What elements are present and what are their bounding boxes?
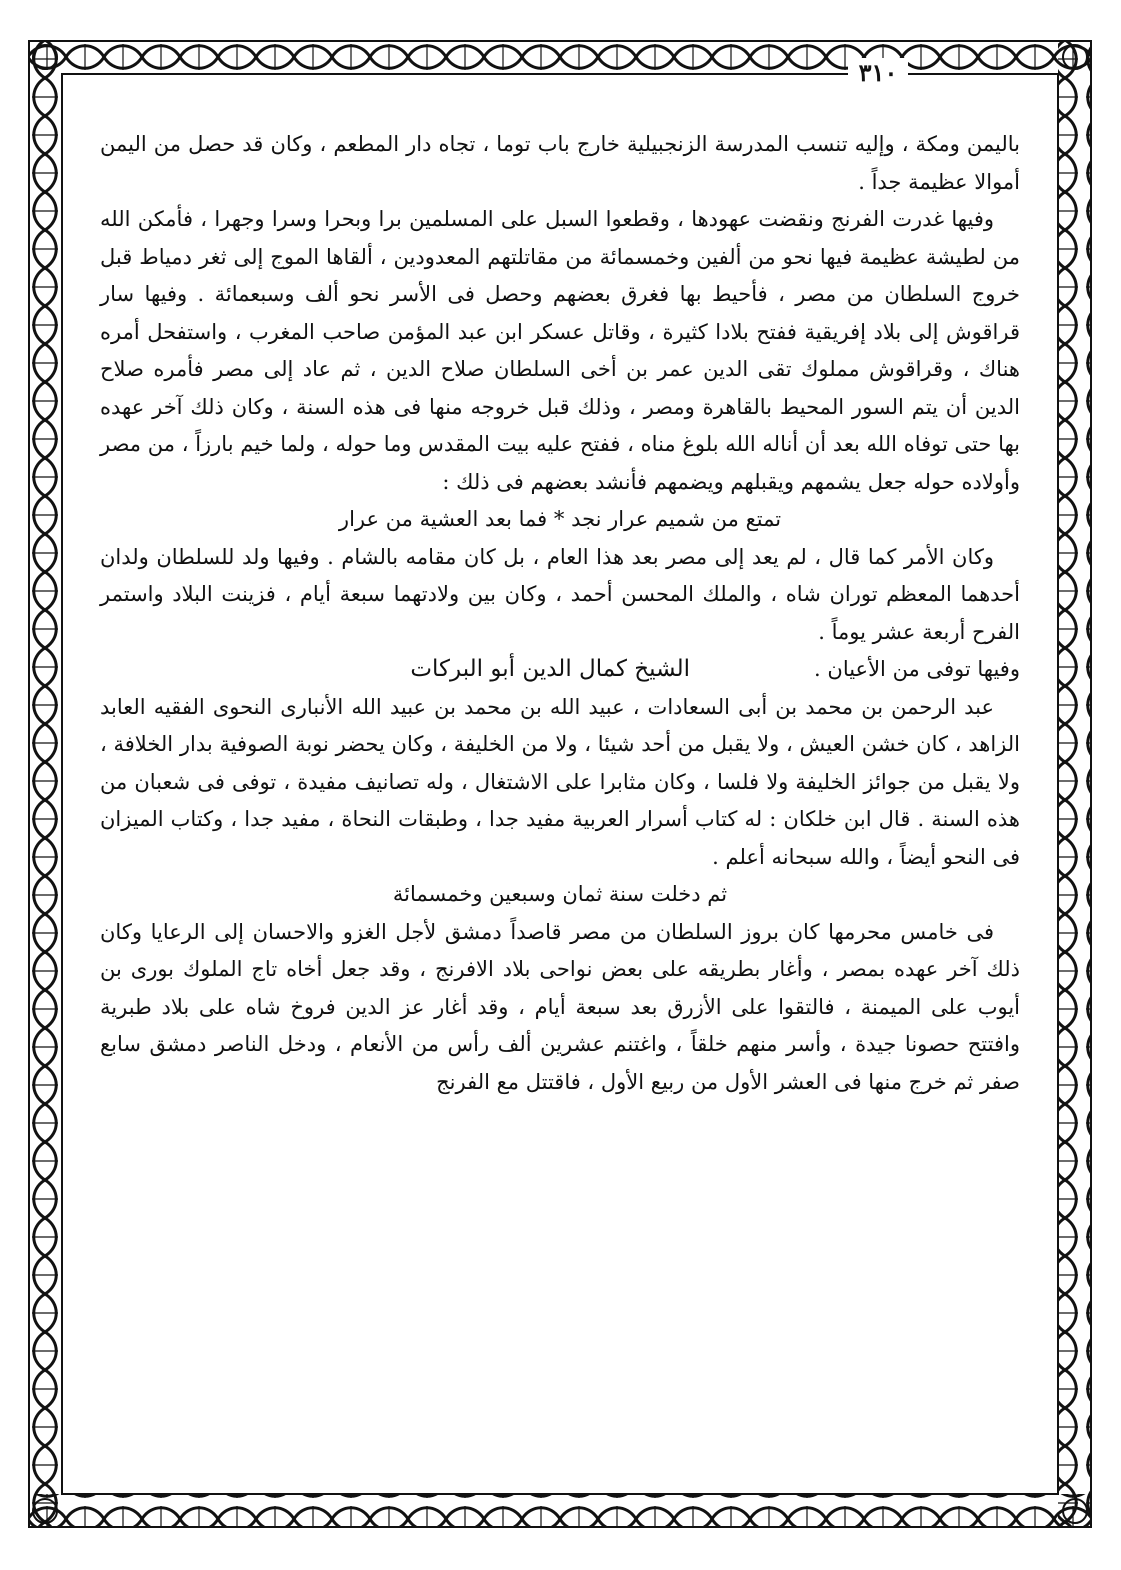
notables-lead: وفيها توفى من الأعيان . [814, 657, 1020, 681]
page-number: ٣١٠ [848, 58, 908, 88]
year-heading: ثم دخلت سنة ثمان وسبعين وخمسمائة [392, 882, 728, 906]
paragraph-3: وكان الأمر كما قال ، لم يعد إلى مصر بعد هذا العام ، بل كان مقامه بالشام . وفيها ولد للسلطان ولدان أحدهما المعظم توران شاه ، والملك المحسن أحمد ، وكان بين ولادتهما سبعة أيام ، فزينت البلاد واستمر الفرح أربعة عشر يوماً . [100, 544, 1020, 644]
biography-paragraph: عبد الرحمن بن محمد بن أبى السعادات ، عبيد الله بن محمد بن عبيد الله الأنبارى النحوى الفقيه العابد الزاهد ، كان خشن العيش ، ولا يقبل من أحد شيئا ، ولا من الخليفة ، وكان يحضر نوبة الصوفية بدار الخلافة ، ولا يقبل من جوائز الخليفة ولا فلسا ، وكان مثابرا على الاشتغال ، وله تصانيف مفيدة ، توفى فى شعبان من هذه السنة . قال ابن خلكان : له كتاب أسرار العربية مفيد جدا ، وطبقات النحاة ، مفيد جدا ، وكتاب الميزان فى النحو أيضاً ، والله سبحانه أعلم . [100, 694, 1020, 869]
notables-row [100, 651, 1020, 689]
paragraph-final: فى خامس محرمها كان بروز السلطان من مصر قاصداً دمشق لأجل الغزو والاحسان إلى الرعايا وكان ذلك آخر عهده بمصر ، وأغار بطريقه على بعض نواحى بلاد الافرنج ، وقد جعل أخاه تاج الملوك بورى بن أيوب على الميمنة ، فالتقوا على الأزرق بعد سبعة أيام ، وقد أغار عز الدين فروخ شاه على بلاد طبرية وافتتح حصونا جيدة ، وأسر منهم خلقاً ، واغتنم عشرين ألف رأس من الأنعام ، ودخل الناصر دمشق سابع صفر ثم خرج منها فى العشر الأول من ربيع الأول ، فاقتتل مع الفرنج [100, 919, 1020, 1094]
main-text [100, 126, 1020, 1486]
paragraph-1: باليمن ومكة ، وإليه تنسب المدرسة الزنجبيلية خارج باب توما ، تجاه دار المطعم ، وكان قد حصل من اليمن أموالا عظيمة جداً . [100, 132, 1020, 194]
notable-title: الشيخ كمال الدين أبو البركات [410, 656, 690, 682]
poem-verse: تمتع من شميم عرار نجد * فما بعد العشية من عرار [338, 507, 782, 531]
paragraph-2: وفيها غدرت الفرنج ونقضت عهودها ، وقطعوا السبل على المسلمين برا وبحرا وسرا وجهرا ، فأمكن الله من لطيشة عظيمة فيها نحو من ألفين وخمسمائة من مقاتلتهم المعدودين ، ألقاها الموج إلى ثغر دمياط قبل خروج السلطان من مصر ، فأحيط بها فغرق بعضهم وحصل فى الأسر نحو ألف وسبعمائة . وفيها سار قراقوش إلى بلاد إفريقية ففتح بلادا كثيرة ، وقاتل عسكر ابن عبد المؤمن صاحب المغرب ، واستفحل أمره هناك ، وقراقوش مملوك تقى الدين عمر بن أخى السلطان صلاح الدين ، ثم عاد إلى مصر فأمره صلاح الدين أن يتم السور المحيط بالقاهرة ومصر ، وذلك قبل خروجه منها فى هذه السنة ، وكان ذلك آخر عهده بها حتى توفاه الله بعد أن أناله الله بلوغ مناه ، ففتح عليه بيت المقدس وما حوله ، ولما خيم بارزاً ، من مصر وأولاده حوله جعل يشمهم ويقبلهم ويضمهم فأنشد بعضهم فى ذلك : [100, 207, 1020, 494]
